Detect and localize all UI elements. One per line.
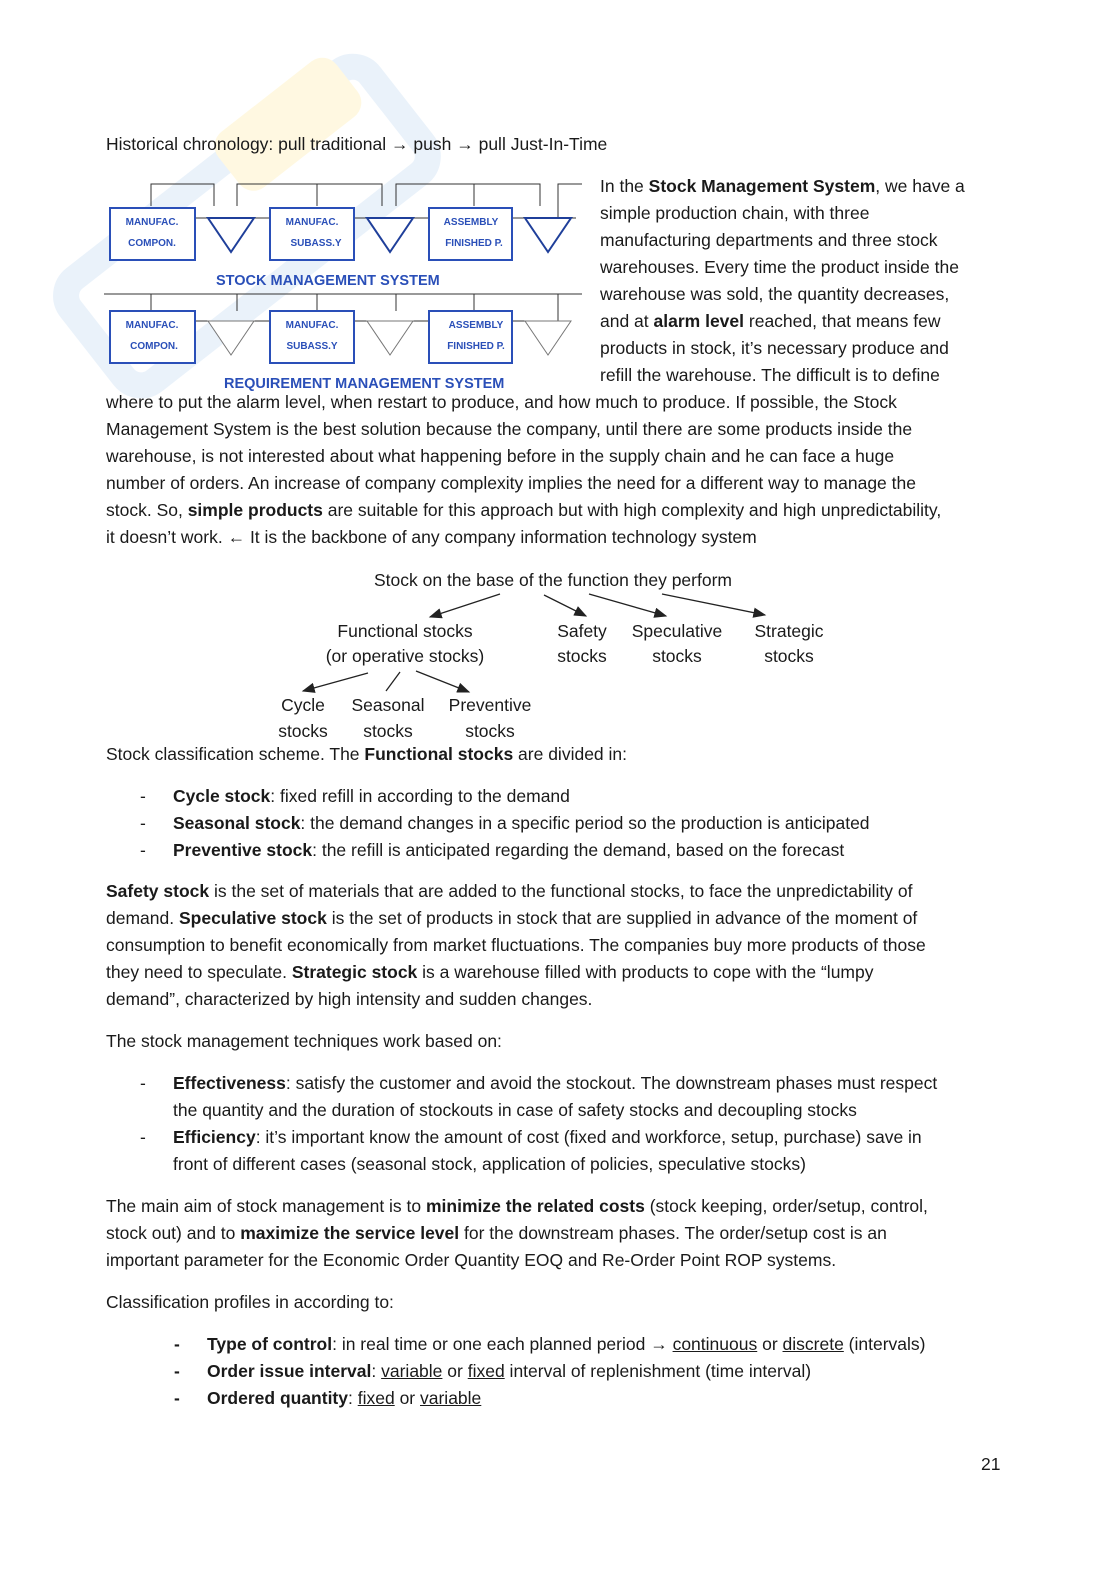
paragraph-stock-management: where to put the alarm level, when restart to produce, and how much to produce. If possible, the Stock Management System is the best solution because the company, until there are some products inside the warehouse, is not interested about what happening before in the supply chain and he can face a huge number of orders. An increase of company complexity implies the need for a different way to manage the stock. So, simple products are suitable for this approach but with high complexity and high unpredictability, it doesn’t work. ← It is the backbone of any company information technology system bbox=[106, 392, 942, 547]
top-box-1-line1: MANUFAC. bbox=[125, 217, 179, 228]
bottom-box-2-line2: SUBASS.Y bbox=[286, 341, 338, 352]
bottom-box-1-line1: MANUFAC. bbox=[125, 320, 179, 331]
requirement-management-system-label: REQUIREMENT MANAGEMENT SYSTEM bbox=[224, 376, 505, 392]
line-to-seasonal bbox=[386, 672, 400, 691]
bottom-box-3-line1: ASSEMBLY bbox=[448, 320, 504, 331]
page-number: 21 bbox=[981, 1454, 1001, 1474]
top-box-3-line1: ASSEMBLY bbox=[443, 217, 499, 228]
tree-functional-1: Functional stocks bbox=[337, 621, 473, 641]
tree-seasonal-1: Seasonal bbox=[351, 695, 425, 715]
tree-safety-1: Safety bbox=[557, 621, 607, 641]
arrow-to-preventive bbox=[416, 671, 469, 692]
stock-management-system-label: STOCK MANAGEMENT SYSTEM bbox=[216, 273, 440, 289]
top-box-3-line2: FINISHED P. bbox=[445, 238, 503, 249]
side-text: In the Stock Management System, we have a simple production chain, with three manufacturing departments and three stock warehouses. Every time the product inside the warehouse was sold, the quantity decreases, and at alarm level reached, that means few products in stock, it’s necessary produce and refill the warehouse. The difficult is to define bbox=[600, 176, 965, 385]
tree-preventive-2: stocks bbox=[465, 721, 515, 741]
top-box-1-line2: COMPON. bbox=[128, 238, 176, 249]
bottom-box-1-line2: COMPON. bbox=[130, 341, 178, 352]
arrow-to-cycle bbox=[303, 673, 368, 691]
top-box-2-line2: SUBASS.Y bbox=[290, 238, 342, 249]
arrow-to-strategic bbox=[662, 594, 765, 615]
scheme-caption: Stock classification scheme. The Functional stocks are divided in: bbox=[106, 744, 628, 764]
tree-cycle-1: Cycle bbox=[281, 695, 325, 715]
tree-preventive-1: Preventive bbox=[448, 695, 532, 715]
tree-safety-2: stocks bbox=[557, 646, 607, 666]
bottom-box-2-line1: MANUFAC. bbox=[285, 320, 339, 331]
paragraph-main-aim: The main aim of stock management is to minimize the related costs (stock keeping, order/setup, control, stock out) and to maximize the service level for the downstream phases. The order/setup cost is an important parameter for the Economic Order Quantity EOQ and Re-Order Point ROP systems. bbox=[106, 1196, 928, 1270]
profiles-intro: Classification profiles in according to: bbox=[106, 1292, 394, 1312]
arrow-to-speculative bbox=[589, 594, 666, 616]
arrow-to-safety bbox=[544, 595, 586, 616]
tree-seasonal-2: stocks bbox=[363, 721, 413, 741]
arrow-to-functional bbox=[430, 594, 500, 617]
stock-classification-tree bbox=[260, 562, 860, 752]
tree-speculative-1: Speculative bbox=[631, 621, 723, 641]
top-box-2-line1: MANUFAC. bbox=[285, 217, 339, 228]
bottom-box-3-line2: FINISHED P. bbox=[447, 341, 505, 352]
tree-cycle-2: stocks bbox=[278, 721, 328, 741]
techniques-intro: The stock management techniques work based on: bbox=[106, 1031, 502, 1051]
tree-root: Stock on the base of the function they perform bbox=[374, 570, 732, 590]
top-boxes bbox=[110, 208, 512, 260]
tree-strategic-1: Strategic bbox=[754, 621, 824, 641]
stock-system-diagram bbox=[104, 178, 586, 394]
tree-functional-2: (or operative stocks) bbox=[325, 646, 485, 666]
tree-strategic-2: stocks bbox=[764, 646, 814, 666]
chronology-heading: Historical chronology: pull traditional → push → pull Just-In-Time bbox=[106, 134, 608, 154]
tree-speculative-2: stocks bbox=[652, 646, 702, 666]
paragraph-stock-types: Safety stock is the set of materials that are added to the functional stocks, to face the unpredictability of demand. Speculative stock is the set of products in stock that are supplied in advance of the moment of consumption to benefit economically from market fluctuations. The companies buy more products of those they need to speculate. Strategic stock is a warehouse filled with products to cope with the “lumpy demand”, characterized by high intensity and sudden changes. bbox=[106, 881, 926, 1009]
